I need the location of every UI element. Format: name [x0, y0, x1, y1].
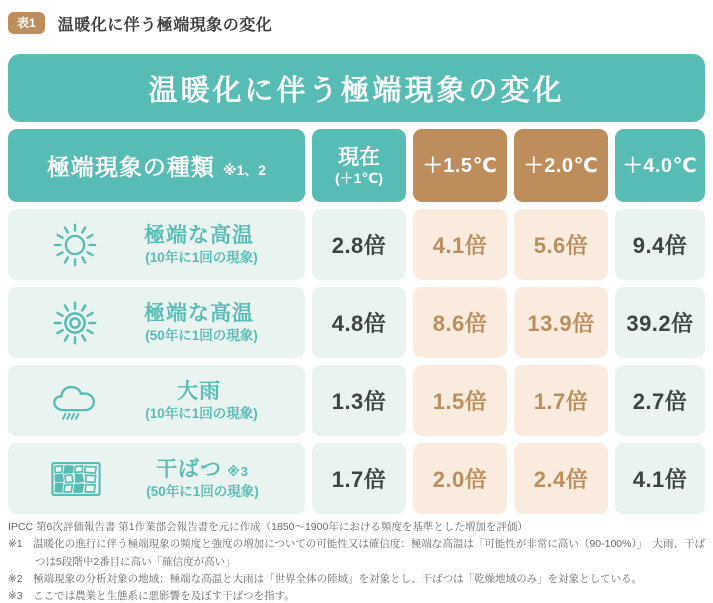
footnote-1: ※1 温暖化の進行に伴う極端現象の頻度と強度の増加についての可能性又は確信度：極端な高温は「可能性が非常に高い（90-100%）」 大雨、干ばつは5段階中2番目に高い「確信度が高い」 — [8, 538, 705, 568]
header-type-cell — [8, 129, 305, 202]
row-frequency: (10年に1回の現象) — [145, 250, 258, 265]
row-label-text — [114, 223, 305, 266]
row-frequency: (50年に1回の現象) — [145, 328, 258, 343]
row-name: 極端な高温 — [144, 301, 254, 325]
value-cell: 1.7倍 — [514, 365, 608, 436]
value-cell: 39.2倍 — [615, 287, 705, 358]
value-cell: 2.0倍 — [413, 443, 507, 514]
data-table — [8, 129, 705, 514]
row-name: 大雨 — [177, 379, 221, 403]
row-frequency: (50年に1回の現象) — [146, 484, 259, 499]
value-cell: 2.7倍 — [615, 365, 705, 436]
value-cell: 4.1倍 — [615, 443, 705, 514]
cracked-earth-icon — [50, 458, 102, 500]
row-label-heavy-rain — [8, 365, 305, 436]
row-name: 干ばつ — [156, 457, 223, 481]
table-number-badge: 表1 — [8, 12, 45, 34]
row-label-text — [114, 301, 305, 344]
header-current-cell — [312, 129, 406, 202]
banner — [8, 54, 705, 122]
value-cell: 4.8倍 — [312, 287, 406, 358]
value-cell: 4.1倍 — [413, 209, 507, 280]
footnotes — [8, 519, 705, 603]
footnote-source: IPCC 第6次評価報告書 第1作業部会報告書を元に作成（1850～1900年における頻度を基準とした増加を評価） — [8, 521, 528, 533]
value-cell: 9.4倍 — [615, 209, 705, 280]
value-cell: 2.8倍 — [312, 209, 406, 280]
value-cell: 1.7倍 — [312, 443, 406, 514]
sun-outline-icon — [50, 220, 100, 270]
row-label-extreme-heat-50yr — [8, 287, 305, 358]
row-frequency: (10年に1回の現象) — [145, 406, 258, 421]
value-cell: 2.4倍 — [514, 443, 608, 514]
header-type-note: ※1、2 — [222, 161, 267, 178]
header-plus20-label: ＋2.0℃ — [523, 154, 599, 177]
value-cell: 1.3倍 — [312, 365, 406, 436]
header-plus40-label: ＋4.0℃ — [622, 154, 698, 177]
footnote-3: ※3 ここでは農業と生態系に悪影響を及ぼす干ばつを指す。 — [8, 590, 295, 603]
header-plus15-cell — [413, 129, 507, 202]
banner-title: 温暖化に伴う極端現象の変化 — [148, 74, 565, 107]
header-plus15-label: ＋1.5℃ — [422, 154, 498, 177]
row-label-text — [116, 457, 305, 500]
row-label-drought — [8, 443, 305, 514]
value-cell: 8.6倍 — [413, 287, 507, 358]
header-plus40-cell — [615, 129, 705, 202]
value-cell: 5.6倍 — [514, 209, 608, 280]
footnote-2: ※2 極端現象の分析対象の地域：極端な高温と大雨は「世界全体の陸域」を対象とし、干ばつは「乾燥地域のみ」を対象としている。 — [8, 572, 643, 585]
row-name: 極端な高温 — [144, 223, 254, 247]
row-note: ※3 — [227, 463, 249, 479]
row-label-extreme-heat-10yr — [8, 209, 305, 280]
row-label-text — [114, 379, 305, 422]
caption-title: 温暖化に伴う極端現象の変化 — [57, 16, 273, 34]
value-cell: 13.9倍 — [514, 287, 608, 358]
header-type-label: 極端現象の種類 — [46, 154, 215, 180]
header-current-sublabel: (＋1℃) — [334, 169, 384, 186]
header-current-label: 現在 — [338, 145, 380, 169]
sun-ring-icon — [50, 298, 100, 348]
table-caption — [8, 10, 705, 36]
header-plus20-cell — [514, 129, 608, 202]
rain-cloud-icon — [50, 376, 100, 426]
value-cell: 1.5倍 — [413, 365, 507, 436]
